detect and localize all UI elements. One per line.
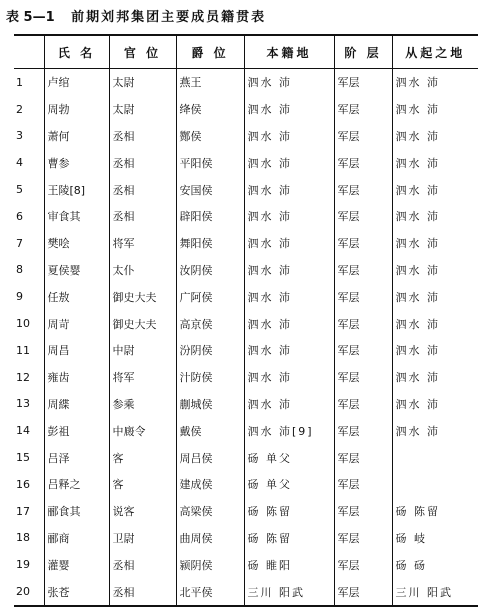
row-index-cell: 17 xyxy=(16,504,30,518)
person-name-cell: 周昌 xyxy=(44,337,109,364)
person-name-cell: 曹参 xyxy=(44,149,109,176)
noble-rank-cell: 汝阴侯 xyxy=(176,257,244,284)
noble-rank-cell: 周吕侯 xyxy=(176,444,244,471)
office-cell: 中尉 xyxy=(109,337,176,364)
table-row xyxy=(14,283,478,310)
noble-rank-cell: 高梁侯 xyxy=(176,498,244,525)
rise-place-cell: 砀 岐 xyxy=(392,525,478,552)
row-index-cell: 6 xyxy=(16,209,23,223)
noble-rank-cell: 平阳侯 xyxy=(176,149,244,176)
person-name-cell: 夏侯婴 xyxy=(44,257,109,284)
table-row xyxy=(14,203,478,230)
social-class-cell: 军层 xyxy=(334,444,392,471)
office-cell: 太仆 xyxy=(109,257,176,284)
table-row xyxy=(14,551,478,578)
header-rank: 爵 位 xyxy=(176,35,244,69)
office-cell: 丞相 xyxy=(109,203,176,230)
person-name-cell: 灌婴 xyxy=(44,551,109,578)
person-name-cell: 周苛 xyxy=(44,310,109,337)
row-index-cell: 14 xyxy=(16,424,30,438)
social-class-cell: 军层 xyxy=(334,337,392,364)
person-name-cell: 吕泽 xyxy=(44,444,109,471)
native-place-cell: 泗水 沛 xyxy=(244,391,334,418)
table-body xyxy=(14,69,478,606)
roster-table xyxy=(14,34,478,607)
table-row xyxy=(14,176,478,203)
header-rise-place: 从起之地 xyxy=(392,35,478,69)
table-row xyxy=(14,471,478,498)
noble-rank-cell: 颍阴侯 xyxy=(176,551,244,578)
noble-rank-cell: 燕王 xyxy=(176,69,244,96)
office-cell: 太尉 xyxy=(109,96,176,123)
social-class-cell: 军层 xyxy=(334,149,392,176)
person-name-cell: 周勃 xyxy=(44,96,109,123)
rise-place-cell: 泗水 沛 xyxy=(392,257,478,284)
office-cell: 将军 xyxy=(109,230,176,257)
person-name-cell: 张苍 xyxy=(44,578,109,606)
row-index-cell: 20 xyxy=(14,578,44,606)
rise-place-cell: 泗水 沛 xyxy=(392,176,478,203)
rise-place-cell: 三川 阳武 xyxy=(392,578,478,606)
table-row xyxy=(14,337,478,364)
table-row xyxy=(14,257,478,284)
table-row xyxy=(14,123,478,150)
row-index-cell: 7 xyxy=(16,236,23,250)
social-class-cell: 军层 xyxy=(334,391,392,418)
native-place-cell: 泗水 沛 xyxy=(244,69,334,96)
table-row xyxy=(14,525,478,552)
table-row xyxy=(14,444,478,471)
rise-place-cell: 泗水 沛 xyxy=(392,123,478,150)
table-row xyxy=(14,417,478,444)
social-class-cell: 军层 xyxy=(334,471,392,498)
social-class-cell: 军层 xyxy=(334,525,392,552)
native-place-cell: 泗水 沛 xyxy=(244,230,334,257)
row-index-cell: 18 xyxy=(16,531,30,545)
social-class-cell: 军层 xyxy=(334,257,392,284)
rise-place-cell: 泗水 沛 xyxy=(392,203,478,230)
row-index-cell: 2 xyxy=(16,102,23,116)
native-place-cell: 泗水 沛[9] xyxy=(244,417,334,444)
native-place-cell: 泗水 沛 xyxy=(244,310,334,337)
rise-place-cell: 泗水 沛 xyxy=(392,149,478,176)
office-cell: 客 xyxy=(109,444,176,471)
office-cell: 参乘 xyxy=(109,391,176,418)
row-index-cell: 9 xyxy=(16,290,23,304)
office-cell: 御史大夫 xyxy=(109,310,176,337)
office-cell: 说客 xyxy=(109,498,176,525)
rise-place-cell: 砀 陈留 xyxy=(392,498,478,525)
noble-rank-cell: 戴侯 xyxy=(176,417,244,444)
table-row xyxy=(14,310,478,337)
table-row xyxy=(14,364,478,391)
rise-place-cell: 泗水 沛 xyxy=(392,96,478,123)
row-index-cell: 11 xyxy=(16,343,30,357)
table-row xyxy=(14,230,478,257)
native-place-cell: 砀 陈留 xyxy=(244,525,334,552)
social-class-cell: 军层 xyxy=(334,69,392,96)
native-place-cell: 泗水 沛 xyxy=(244,257,334,284)
row-index-cell: 5 xyxy=(16,183,23,197)
row-index-cell: 10 xyxy=(16,317,30,331)
office-cell: 丞相 xyxy=(109,551,176,578)
person-name-cell: 王陵[8] xyxy=(44,176,109,203)
native-place-cell: 泗水 沛 xyxy=(244,283,334,310)
noble-rank-cell: 汁防侯 xyxy=(176,364,244,391)
noble-rank-cell: 安国侯 xyxy=(176,176,244,203)
row-index-cell: 16 xyxy=(16,477,30,491)
person-name-cell: 周緤 xyxy=(44,391,109,418)
social-class-cell: 军层 xyxy=(334,230,392,257)
header-origin: 本籍地 xyxy=(244,35,334,69)
table-row xyxy=(14,69,478,96)
office-cell: 中廄令 xyxy=(109,417,176,444)
header-index xyxy=(14,35,44,69)
office-cell: 客 xyxy=(109,471,176,498)
noble-rank-cell: 汾阴侯 xyxy=(176,337,244,364)
office-cell: 御史大夫 xyxy=(109,283,176,310)
social-class-cell: 军层 xyxy=(334,203,392,230)
social-class-cell: 军层 xyxy=(334,551,392,578)
table-row xyxy=(14,149,478,176)
native-place-cell: 泗水 沛 xyxy=(244,337,334,364)
row-index-cell: 8 xyxy=(16,263,23,277)
rise-place-cell: 泗水 沛 xyxy=(392,69,478,96)
office-cell: 卫尉 xyxy=(109,525,176,552)
person-name-cell: 萧何 xyxy=(44,123,109,150)
native-place-cell: 砀 陈留 xyxy=(244,498,334,525)
person-name-cell: 吕释之 xyxy=(44,471,109,498)
row-index-cell: 4 xyxy=(16,156,23,170)
native-place-cell: 泗水 沛 xyxy=(244,364,334,391)
row-index-cell: 15 xyxy=(16,451,30,465)
noble-rank-cell: 北平侯 xyxy=(176,578,244,606)
header-class: 阶 层 xyxy=(334,35,392,69)
noble-rank-cell: 绛侯 xyxy=(176,96,244,123)
row-index-cell: 3 xyxy=(16,129,23,143)
rise-place-cell: 泗水 沛 xyxy=(392,391,478,418)
header-name: 氏 名 xyxy=(44,35,109,69)
person-name-cell: 彭祖 xyxy=(44,417,109,444)
table-title: 前期刘邦集团主要成员籍贯表 xyxy=(71,10,267,25)
table-header-row xyxy=(14,35,478,69)
native-place-cell: 泗水 沛 xyxy=(244,176,334,203)
social-class-cell: 军层 xyxy=(334,96,392,123)
rise-place-cell: 泗水 沛 xyxy=(392,283,478,310)
person-name-cell: 郦商 xyxy=(44,525,109,552)
row-index-cell: 12 xyxy=(16,370,30,384)
rise-place-cell: 泗水 沛 xyxy=(392,310,478,337)
table-row xyxy=(14,391,478,418)
office-cell: 丞相 xyxy=(109,123,176,150)
rise-place-cell: 泗水 沛 xyxy=(392,364,478,391)
noble-rank-cell: 舞阳侯 xyxy=(176,230,244,257)
rise-place-cell xyxy=(392,444,478,471)
native-place-cell: 泗水 沛 xyxy=(244,123,334,150)
person-name-cell: 卢绾 xyxy=(44,69,109,96)
native-place-cell: 三川 阳武 xyxy=(244,578,334,606)
row-index-cell: 13 xyxy=(16,397,30,411)
table-row xyxy=(14,578,478,606)
office-cell: 太尉 xyxy=(109,69,176,96)
social-class-cell: 军层 xyxy=(334,364,392,391)
office-cell: 丞相 xyxy=(109,578,176,606)
native-place-cell: 砀 单父 xyxy=(244,471,334,498)
social-class-cell: 军层 xyxy=(334,123,392,150)
row-index-cell: 19 xyxy=(16,558,30,572)
noble-rank-cell: 辟阳侯 xyxy=(176,203,244,230)
table-row xyxy=(14,498,478,525)
header-office: 官 位 xyxy=(109,35,176,69)
noble-rank-cell: 建成侯 xyxy=(176,471,244,498)
office-cell: 丞相 xyxy=(109,149,176,176)
row-index-cell: 1 xyxy=(16,75,23,89)
person-name-cell: 郦食其 xyxy=(44,498,109,525)
office-cell: 丞相 xyxy=(109,176,176,203)
rise-place-cell: 泗水 沛 xyxy=(392,337,478,364)
table-row xyxy=(14,96,478,123)
person-name-cell: 雍齿 xyxy=(44,364,109,391)
person-name-cell: 审食其 xyxy=(44,203,109,230)
table-caption xyxy=(6,6,266,25)
rise-place-cell: 砀 砀 xyxy=(392,551,478,578)
office-cell: 将军 xyxy=(109,364,176,391)
person-name-cell: 任敖 xyxy=(44,283,109,310)
noble-rank-cell: 蒯城侯 xyxy=(176,391,244,418)
native-place-cell: 泗水 沛 xyxy=(244,96,334,123)
noble-rank-cell: 高京侯 xyxy=(176,310,244,337)
social-class-cell: 军层 xyxy=(334,417,392,444)
social-class-cell: 军层 xyxy=(334,310,392,337)
native-place-cell: 砀 单父 xyxy=(244,444,334,471)
native-place-cell: 泗水 沛 xyxy=(244,149,334,176)
noble-rank-cell: 曲周侯 xyxy=(176,525,244,552)
social-class-cell: 军层 xyxy=(334,176,392,203)
social-class-cell: 军层 xyxy=(334,578,392,606)
rise-place-cell: 泗水 沛 xyxy=(392,417,478,444)
native-place-cell: 泗水 沛 xyxy=(244,203,334,230)
rise-place-cell: 泗水 沛 xyxy=(392,230,478,257)
rise-place-cell xyxy=(392,471,478,498)
social-class-cell: 军层 xyxy=(334,498,392,525)
social-class-cell: 军层 xyxy=(334,283,392,310)
table-number: 表 5—1 xyxy=(6,10,55,25)
noble-rank-cell: 酂侯 xyxy=(176,123,244,150)
noble-rank-cell: 广阿侯 xyxy=(176,283,244,310)
native-place-cell: 砀 睢阳 xyxy=(244,551,334,578)
person-name-cell: 樊哙 xyxy=(44,230,109,257)
